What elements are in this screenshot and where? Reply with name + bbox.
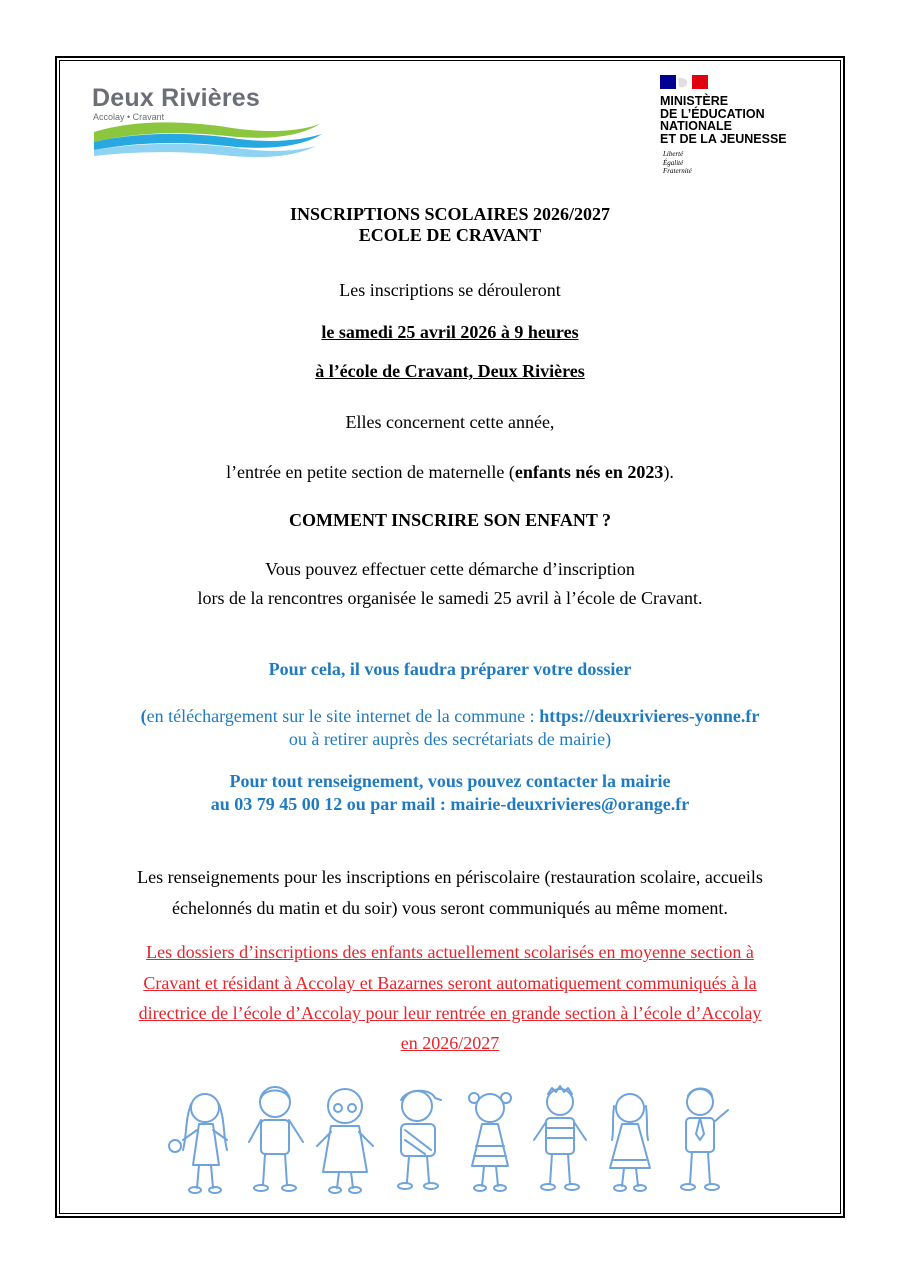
concern-line: Elles concernent cette année, bbox=[345, 412, 555, 432]
motto-line: Égalité bbox=[663, 158, 684, 167]
logo-name: Deux Rivières bbox=[92, 84, 260, 112]
download-line bbox=[60, 706, 840, 727]
how-line-1: Vous pouvez effectuer cette démarche d’inscription bbox=[265, 559, 635, 579]
periscolaire-line-1: Les renseignements pour les inscriptions en périscolaire (restauration scolaire, accueils bbox=[137, 867, 763, 887]
notice-line-3: directrice de l’école d’Accolay pour leur rentrée en grande section à l’école d’Accolay bbox=[138, 1003, 762, 1023]
ministere-line: NATIONALE bbox=[660, 119, 732, 133]
contact-line-2[interactable]: au 03 79 45 00 12 ou par mail : mairie-deuxrivieres@orange.fr bbox=[210, 794, 690, 814]
child-girl-pigtails-icon bbox=[469, 1093, 511, 1191]
retrieve-line: ou à retirer auprès des secrétariats de mairie) bbox=[288, 729, 612, 749]
motto-line: Liberté bbox=[663, 150, 684, 158]
child-boy-cap-icon bbox=[398, 1091, 441, 1189]
periscolaire-line-2: échelonnés du matin et du soir) vous seront communiqués au même moment. bbox=[172, 898, 728, 918]
motto-line: Fraternité bbox=[663, 167, 692, 175]
entry-text-end: ). bbox=[663, 462, 674, 482]
ministere-line: DE L’ÉDUCATION bbox=[660, 106, 765, 121]
child-boy-overalls-icon bbox=[249, 1087, 303, 1191]
ministere-line: MINISTÈRE bbox=[660, 94, 729, 108]
website-link[interactable]: https://deuxrivieres-yonne.fr bbox=[539, 706, 760, 726]
contact-line-1: Pour tout renseignement, vous pouvez contacter la mairie bbox=[229, 771, 671, 791]
notice-line-1: Les dossiers d’inscriptions des enfants actuellement scolarisés en moyenne section à bbox=[146, 942, 754, 962]
ministere-line: ET DE LA JEUNESSE bbox=[660, 131, 787, 146]
title-line-2: ECOLE DE CRAVANT bbox=[358, 225, 542, 245]
notice-line-4: en 2026/2027 bbox=[400, 1033, 500, 1053]
child-boy-striped-icon bbox=[534, 1086, 586, 1190]
river-waves-icon bbox=[92, 118, 324, 164]
child-boy-tie-icon bbox=[681, 1089, 728, 1191]
dossier-heading: Pour cela, il vous faudra préparer votre dossier bbox=[268, 659, 632, 679]
child-girl-longhair-icon bbox=[610, 1094, 650, 1191]
republic-motto bbox=[663, 150, 692, 176]
page-title bbox=[60, 204, 840, 246]
how-heading: COMMENT INSCRIRE SON ENFANT ? bbox=[288, 510, 612, 530]
marianne-flag-icon bbox=[660, 75, 708, 89]
intro-text: Les inscriptions se dérouleront bbox=[339, 280, 561, 300]
open-paren: ( bbox=[140, 706, 147, 726]
birth-year-text: enfants nés en 2023 bbox=[514, 462, 664, 482]
entry-text: l’entrée en petite section de maternelle ( bbox=[226, 462, 515, 482]
how-line-2: lors de la rencontres organisée le samedi 25 avril à l’école de Cravant. bbox=[197, 588, 703, 608]
ministere-title bbox=[660, 95, 787, 145]
notice-line-2: Cravant et résidant à Accolay et Bazarnes seront automatiquement communiqués à la bbox=[143, 973, 757, 993]
ministere-logo bbox=[660, 75, 840, 185]
download-text: en téléchargement sur le site internet de la commune : bbox=[146, 706, 540, 726]
child-girl-racket-icon bbox=[169, 1094, 227, 1193]
deux-rivieres-logo bbox=[92, 84, 324, 164]
place-line: à l’école de Cravant, Deux Rivières bbox=[315, 361, 585, 381]
children-illustration bbox=[155, 1080, 745, 1200]
child-curly-girl-icon bbox=[317, 1089, 373, 1193]
logo-subtitle: Accolay • Cravant bbox=[93, 112, 165, 122]
date-line: le samedi 25 avril 2026 à 9 heures bbox=[321, 322, 579, 342]
entry-line bbox=[60, 462, 840, 483]
title-line-1: INSCRIPTIONS SCOLAIRES 2026/2027 bbox=[289, 204, 611, 224]
